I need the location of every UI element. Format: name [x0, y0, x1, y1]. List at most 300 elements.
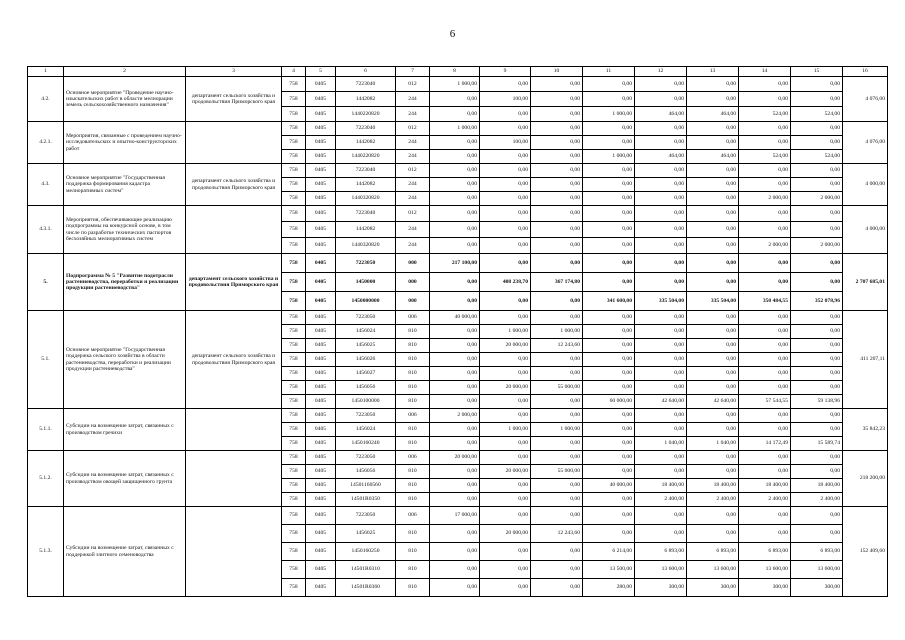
table-cell: 0405 [306, 409, 336, 423]
table-cell: 0,00 [687, 206, 739, 222]
table-cell: 1450100000 [336, 395, 396, 409]
table-cell: 0,00 [430, 367, 480, 381]
table-cell: 0,00 [687, 92, 739, 107]
table-cell: 12 243,60 [531, 525, 583, 543]
table-cell: 7223050 [336, 254, 396, 273]
table-cell: 55 000,00 [531, 465, 583, 479]
page-number: 6 [449, 28, 456, 40]
table-cell: 17 000,00 [430, 507, 480, 525]
table-cell: 0,00 [791, 122, 843, 136]
table-cell: 758 [282, 353, 306, 367]
table-cell: 0,00 [687, 409, 739, 423]
table-cell: 0405 [306, 273, 336, 292]
column-header: 6 [336, 67, 396, 77]
table-cell: 18 400,00 [687, 479, 739, 493]
table-cell: 000 [396, 254, 430, 273]
table-cell: 0,00 [791, 339, 843, 353]
table-cell: 0405 [306, 150, 336, 164]
table-cell: 0,00 [687, 122, 739, 136]
table-cell: 006 [396, 451, 430, 465]
table-cell: 244 [396, 222, 430, 238]
table-cell: 55 000,00 [531, 381, 583, 395]
table-cell: 2 000,00 [739, 192, 791, 206]
table-cell: 0,00 [635, 451, 687, 465]
table-cell: 300,00 [635, 579, 687, 597]
table-cell: 758 [282, 525, 306, 543]
table-cell: 758 [282, 423, 306, 437]
table-cell: 0,00 [480, 206, 531, 222]
table-cell: 0,00 [430, 222, 480, 238]
total-cell: 218 200,00 [843, 451, 888, 507]
table-cell: 12 243,60 [531, 339, 583, 353]
executor [186, 409, 282, 451]
table-cell: 464,00 [635, 150, 687, 164]
table-cell: 0,00 [531, 292, 583, 311]
table-cell: 0,00 [635, 77, 687, 92]
table-cell: 1456026 [336, 353, 396, 367]
table-cell: 244 [396, 192, 430, 206]
table-cell: 758 [282, 238, 306, 254]
table-cell: 0405 [306, 254, 336, 273]
table-cell: 0,00 [635, 465, 687, 479]
table-cell: 758 [282, 92, 306, 107]
table-cell: 0405 [306, 206, 336, 222]
table-cell: 0,00 [583, 311, 635, 325]
item-name: Подпрограмма № 5 "Развитие подотрасли растениеводства, переработки и реализации продукции растениеводства" [64, 254, 186, 311]
table-cell: 758 [282, 206, 306, 222]
table-cell: 0,00 [791, 164, 843, 178]
table-cell: 18 400,00 [791, 479, 843, 493]
table-cell: 40 000,00 [583, 479, 635, 493]
table-cell: 59 138,96 [791, 395, 843, 409]
table-cell: 0405 [306, 77, 336, 92]
table-cell: 0405 [306, 178, 336, 192]
item-number: 5.1.1. [28, 409, 64, 451]
table-cell: 0,00 [583, 164, 635, 178]
table-cell: 464,00 [635, 107, 687, 122]
table-cell: 0,00 [635, 192, 687, 206]
table-cell: 0,00 [531, 311, 583, 325]
item-name: Субсидии на возмещение затрат, связанных с производством гречихи [64, 409, 186, 451]
table-cell: 14501R0310 [336, 561, 396, 579]
table-cell: 6 893,00 [635, 543, 687, 561]
table-cell: 1440220820 [336, 150, 396, 164]
table-cell: 0,00 [531, 77, 583, 92]
table-cell: 280,00 [583, 579, 635, 597]
item-name: Основное мероприятие "Государственная поддержка формирования кадастра мелиоративных систем" [64, 164, 186, 206]
table-cell: 0,00 [635, 339, 687, 353]
table-row [28, 254, 888, 273]
table-cell: 0,00 [791, 423, 843, 437]
column-header: 13 [687, 67, 739, 77]
table-cell: 0405 [306, 507, 336, 525]
table-cell: 0,00 [430, 381, 480, 395]
table-cell: 0,00 [480, 409, 531, 423]
table-cell: 2 000,00 [791, 238, 843, 254]
table-cell: 810 [396, 325, 430, 339]
table-cell: 0,00 [687, 367, 739, 381]
table-cell: 0,00 [583, 178, 635, 192]
table-cell: 758 [282, 561, 306, 579]
table-cell: 42 640,00 [687, 395, 739, 409]
table-cell: 0,00 [687, 178, 739, 192]
table-cell: 2 000,00 [739, 238, 791, 254]
table-cell: 0,00 [583, 222, 635, 238]
table-cell: 100,00 [480, 136, 531, 150]
header-row [28, 67, 888, 77]
table-cell: 0,00 [635, 206, 687, 222]
table-cell: 1442082 [336, 136, 396, 150]
column-header: 2 [64, 67, 186, 77]
table-cell: 0,00 [480, 178, 531, 192]
table-cell: 244 [396, 178, 430, 192]
table-cell: 0,00 [739, 381, 791, 395]
table-cell: 0,00 [480, 451, 531, 465]
table-cell: 0,00 [583, 423, 635, 437]
total-cell: 411 207,11 [843, 311, 888, 409]
table-cell: 300,00 [739, 579, 791, 597]
table-cell: 0,00 [791, 92, 843, 107]
table-cell: 1442082 [336, 222, 396, 238]
table-cell: 0,00 [531, 437, 583, 451]
table-cell: 0,00 [430, 107, 480, 122]
table-cell: 0,00 [583, 122, 635, 136]
table-cell: 7223040 [336, 122, 396, 136]
table-row [28, 507, 888, 525]
table-cell: 0,00 [531, 409, 583, 423]
table-cell: 1 000,00 [430, 77, 480, 92]
table-cell: 0,00 [430, 437, 480, 451]
table-cell: 0,00 [583, 353, 635, 367]
item-number: 4.2.1. [28, 122, 64, 164]
table-cell: 0,00 [635, 423, 687, 437]
table-cell: 0,00 [635, 525, 687, 543]
table-cell: 57 544,55 [739, 395, 791, 409]
table-cell: 1450160250 [336, 543, 396, 561]
table-cell: 0405 [306, 479, 336, 493]
table-cell: 0,00 [739, 206, 791, 222]
table-cell: 0,00 [583, 409, 635, 423]
table-cell: 0,00 [791, 77, 843, 92]
budget-table [27, 66, 888, 597]
table-cell: 758 [282, 507, 306, 525]
table-cell: 0,00 [583, 437, 635, 451]
table-cell: 0,00 [739, 339, 791, 353]
column-header: 10 [531, 67, 583, 77]
table-cell: 0,00 [635, 92, 687, 107]
table-cell: 1 000,00 [480, 325, 531, 339]
table-cell: 0,00 [739, 311, 791, 325]
table-cell: 758 [282, 543, 306, 561]
table-cell: 1 040,00 [687, 437, 739, 451]
table-cell: 7223040 [336, 77, 396, 92]
executor [186, 122, 282, 164]
table-cell: 0,00 [531, 353, 583, 367]
table-cell: 0,00 [430, 353, 480, 367]
table-cell: 13 600,00 [791, 561, 843, 579]
table-cell: 012 [396, 206, 430, 222]
executor: департамент сельского хозяйства и продовольствия Приморского края [186, 254, 282, 311]
table-cell: 0,00 [791, 353, 843, 367]
table-cell: 0,00 [531, 254, 583, 273]
table-cell: 758 [282, 122, 306, 136]
table-cell: 14501R0350 [336, 493, 396, 507]
table-cell: 0,00 [430, 206, 480, 222]
executor: департамент сельского хозяйства и продовольствия Приморского края [186, 311, 282, 409]
table-cell: 0,00 [687, 325, 739, 339]
table-cell: 0,00 [583, 136, 635, 150]
table-cell: 0,00 [687, 451, 739, 465]
table-cell: 758 [282, 273, 306, 292]
table-cell: 0,00 [739, 525, 791, 543]
table-cell: 0405 [306, 238, 336, 254]
table-cell: 0,00 [739, 325, 791, 339]
table-cell: 1456024 [336, 325, 396, 339]
table-cell: 0,00 [430, 136, 480, 150]
table-cell: 0,00 [739, 77, 791, 92]
table-cell: 0405 [306, 92, 336, 107]
table-cell: 0,00 [531, 367, 583, 381]
table-cell: 0,00 [430, 325, 480, 339]
table-cell: 0,00 [531, 107, 583, 122]
table-cell: 244 [396, 150, 430, 164]
table-cell: 0,00 [635, 273, 687, 292]
table-cell: 758 [282, 77, 306, 92]
table-cell: 7223050 [336, 507, 396, 525]
table-cell: 18 400,00 [739, 479, 791, 493]
table-cell: 40 000,00 [430, 311, 480, 325]
table-cell: 758 [282, 292, 306, 311]
table-cell: 1 000,00 [583, 150, 635, 164]
table-cell: 1440220820 [336, 107, 396, 122]
item-number: 5.1.3. [28, 507, 64, 597]
table-cell: 7223050 [336, 311, 396, 325]
table-cell: 0,00 [583, 238, 635, 254]
table-cell: 244 [396, 107, 430, 122]
table-cell: 0,00 [687, 254, 739, 273]
table-cell: 15 589,74 [791, 437, 843, 451]
table-cell: 0,00 [739, 353, 791, 367]
table-cell: 758 [282, 254, 306, 273]
table-cell: 0,00 [480, 254, 531, 273]
table-cell: 0,00 [583, 465, 635, 479]
table-cell: 0,00 [791, 222, 843, 238]
table-cell: 7223050 [336, 409, 396, 423]
table-cell: 1 000,00 [583, 107, 635, 122]
table-cell: 1456056 [336, 465, 396, 479]
table-cell: 7223050 [336, 451, 396, 465]
table-cell: 1440320820 [336, 192, 396, 206]
table-cell: 0,00 [531, 493, 583, 507]
table-cell: 0,00 [635, 238, 687, 254]
table-cell: 0,00 [480, 222, 531, 238]
table-cell: 0,00 [739, 409, 791, 423]
table-cell: 0,00 [430, 192, 480, 206]
table-cell: 1442082 [336, 178, 396, 192]
table-cell: 0,00 [687, 465, 739, 479]
item-number: 4.3.1. [28, 206, 64, 254]
table-cell: 13 600,00 [635, 561, 687, 579]
table-cell: 0,00 [687, 507, 739, 525]
table-cell: 2 400,00 [635, 493, 687, 507]
table-cell: 0,00 [791, 136, 843, 150]
table-cell: 335 504,00 [635, 292, 687, 311]
table-cell: 0405 [306, 465, 336, 479]
table-cell: 758 [282, 437, 306, 451]
table-cell: 0,00 [739, 423, 791, 437]
table-cell: 2 400,00 [687, 493, 739, 507]
table-cell: 0,00 [430, 164, 480, 178]
table-cell: 0,00 [531, 178, 583, 192]
table-cell: 0,00 [531, 561, 583, 579]
table-cell: 0,00 [739, 507, 791, 525]
table-cell: 0,00 [635, 164, 687, 178]
executor [186, 507, 282, 597]
table-cell: 810 [396, 465, 430, 479]
table-cell: 1442082 [336, 92, 396, 107]
table-cell: 1 040,00 [635, 437, 687, 451]
table-cell: 0,00 [687, 192, 739, 206]
table-cell: 0,00 [583, 367, 635, 381]
table-cell: 0,00 [583, 77, 635, 92]
item-name: Субсидии на возмещение затрат, связанных с поддержкой элитного семеноводства [64, 507, 186, 597]
table-cell: 6 893,00 [791, 543, 843, 561]
table-cell: 0,00 [531, 122, 583, 136]
table-cell: 6 893,00 [687, 543, 739, 561]
table-cell: 100,00 [480, 92, 531, 107]
table-cell: 0,00 [480, 437, 531, 451]
table-cell: 1 000,00 [531, 325, 583, 339]
table-cell: 810 [396, 353, 430, 367]
table-cell: 0,00 [480, 107, 531, 122]
table-cell: 0,00 [430, 395, 480, 409]
table-cell: 20 000,00 [480, 381, 531, 395]
table-row [28, 206, 888, 222]
table-cell: 1456024 [336, 423, 396, 437]
table-cell: 0,00 [583, 254, 635, 273]
table-cell: 0,00 [531, 164, 583, 178]
table-cell: 1450160240 [336, 437, 396, 451]
table-cell: 1456027 [336, 367, 396, 381]
table-cell: 0405 [306, 107, 336, 122]
table-cell: 0,00 [791, 451, 843, 465]
table-cell: 0405 [306, 325, 336, 339]
table-cell: 0,00 [531, 136, 583, 150]
table-cell: 0,00 [480, 493, 531, 507]
table-cell: 758 [282, 395, 306, 409]
table-cell: 0,00 [531, 479, 583, 493]
table-cell: 0,00 [635, 178, 687, 192]
table-cell: 0,00 [531, 222, 583, 238]
table-cell: 0405 [306, 311, 336, 325]
table-cell: 20 000,00 [480, 339, 531, 353]
table-cell: 0,00 [430, 273, 480, 292]
table-cell: 0,00 [480, 164, 531, 178]
table-cell: 0405 [306, 579, 336, 597]
table-cell: 810 [396, 395, 430, 409]
table-cell: 0,00 [531, 238, 583, 254]
table-cell: 0,00 [687, 339, 739, 353]
column-header: 15 [791, 67, 843, 77]
table-row [28, 164, 888, 178]
table-cell: 0405 [306, 543, 336, 561]
table-cell: 012 [396, 164, 430, 178]
table-cell: 2 400,00 [791, 493, 843, 507]
table-cell: 0,00 [635, 222, 687, 238]
column-header: 1 [28, 67, 64, 77]
table-cell: 0,00 [791, 409, 843, 423]
table-cell: 0,00 [687, 353, 739, 367]
table-cell: 0,00 [687, 423, 739, 437]
table-cell: 0,00 [430, 178, 480, 192]
table-cell: 0,00 [791, 254, 843, 273]
table-cell: 0,00 [739, 465, 791, 479]
table-cell: 810 [396, 339, 430, 353]
table-cell: 0,00 [791, 206, 843, 222]
table-cell: 0,00 [687, 77, 739, 92]
table-cell: 18 400,00 [635, 479, 687, 493]
table-cell: 0405 [306, 395, 336, 409]
table-cell: 758 [282, 222, 306, 238]
table-cell: 810 [396, 423, 430, 437]
table-cell: 758 [282, 381, 306, 395]
table-cell: 758 [282, 150, 306, 164]
table-cell: 0405 [306, 437, 336, 451]
table-cell: 0,00 [531, 579, 583, 597]
table-cell: 0405 [306, 451, 336, 465]
table-cell: 0405 [306, 423, 336, 437]
table-cell: 0,00 [480, 367, 531, 381]
table-cell: 1456056 [336, 381, 396, 395]
table-cell: 0,00 [531, 395, 583, 409]
table-cell: 758 [282, 579, 306, 597]
table-cell: 14501R0360 [336, 579, 396, 597]
table-cell: 367 174,80 [531, 273, 583, 292]
table-cell: 810 [396, 437, 430, 451]
table-cell: 758 [282, 311, 306, 325]
table-cell: 7223040 [336, 206, 396, 222]
table-cell: 810 [396, 561, 430, 579]
table-cell: 408 238,70 [480, 273, 531, 292]
table-cell: 0,00 [480, 122, 531, 136]
table-cell: 0405 [306, 561, 336, 579]
table-cell: 13 600,00 [687, 561, 739, 579]
table-cell: 0,00 [687, 136, 739, 150]
item-name: Субсидии на возмещение затрат, связанных с производством овощей защищенного грунта [64, 451, 186, 507]
table-cell: 300,00 [687, 579, 739, 597]
table-cell: 0,00 [739, 451, 791, 465]
table-cell: 0,00 [480, 353, 531, 367]
table-cell: 0,00 [739, 164, 791, 178]
table-cell: 1 000,00 [430, 122, 480, 136]
table-cell: 0,00 [583, 92, 635, 107]
table-cell: 758 [282, 409, 306, 423]
table-cell: 758 [282, 192, 306, 206]
table-cell: 0,00 [531, 92, 583, 107]
table-cell: 0,00 [480, 311, 531, 325]
column-header: 16 [843, 67, 888, 77]
table-cell: 758 [282, 465, 306, 479]
table-cell: 0,00 [687, 222, 739, 238]
table-cell: 0,00 [531, 507, 583, 525]
table-cell: 012 [396, 77, 430, 92]
table-cell: 0,00 [739, 122, 791, 136]
table-cell: 0,00 [531, 451, 583, 465]
table-cell: 0,00 [635, 381, 687, 395]
item-number: 5.1. [28, 311, 64, 409]
table-cell: 0,00 [430, 339, 480, 353]
table-row [28, 77, 888, 92]
